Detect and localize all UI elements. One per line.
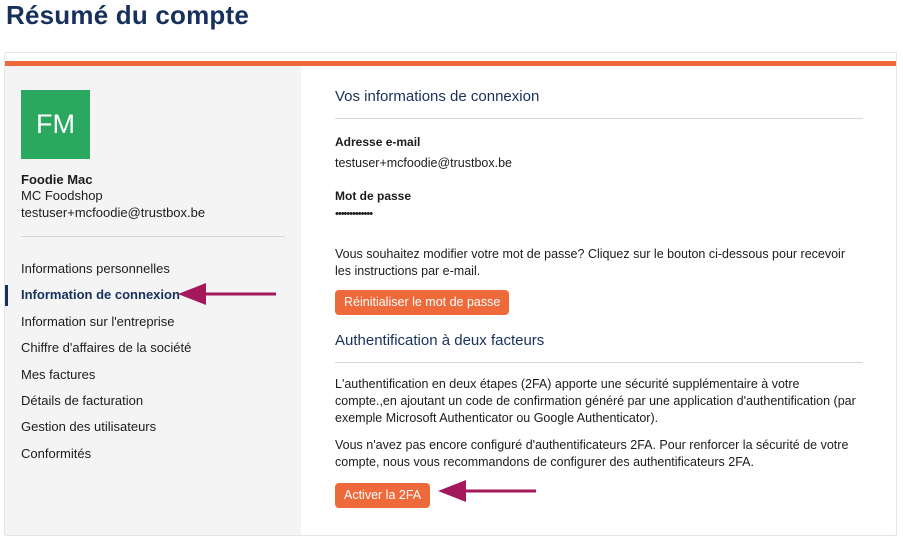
sidebar-item-billing-details[interactable]: Détails de facturation (21, 392, 144, 408)
twofa-intro-text: L'authentification en deux étapes (2FA) apporte une sécurité supplémentaire à votre compte.,en ajoutant un code de confirmation généré par une application d'authentification (par exemple Microsoft Authenticator ou Google Authenticator). (335, 377, 856, 425)
email-value: testuser+mcfoodie@trustbox.be (335, 156, 513, 170)
login-section-title: Vos informations de connexion (335, 88, 540, 105)
twofa-section-title: Authentification à deux facteurs (335, 332, 545, 349)
annotation-arrow-icon (176, 280, 280, 308)
sidebar-item-company-info[interactable]: Information sur l'entreprise (21, 313, 175, 329)
user-company: MC Foodshop (21, 188, 103, 203)
sidebar-item-personal-info[interactable]: Informations personnelles (21, 261, 170, 276)
twofa-section-divider (335, 362, 863, 363)
annotation-arrow-icon (436, 477, 540, 505)
page-title: Résumé du compte (6, 0, 250, 30)
user-name: Foodie Mac (21, 172, 93, 187)
reset-password-button[interactable]: Réinitialiser le mot de passe (335, 290, 509, 315)
sidebar-item-company-revenue[interactable]: Chiffre d'affaires de la société (21, 340, 192, 356)
sidebar-item-login-info[interactable]: Information de connexion (5, 282, 301, 308)
reset-password-text: Vous souhaitez modifier votre mot de passe? Cliquez sur le bouton ci-dessous pour recevoir les instructions par e-mail. (335, 247, 845, 278)
avatar: FM (21, 90, 90, 159)
email-label: Adresse e-mail (335, 135, 421, 149)
login-section-divider (335, 118, 863, 119)
password-label: Mot de passe (335, 189, 412, 203)
activate-2fa-button[interactable]: Activer la 2FA (335, 483, 430, 508)
twofa-notice-text: Vous n'avez pas encore configuré d'authentificateurs 2FA. Pour renforcer la sécurité de votre compte, nous vous recommandons de configurer des authentificateurs 2FA. (335, 438, 849, 469)
password-value: ••••••••••••• (335, 208, 373, 220)
sidebar-item-invoices[interactable]: Mes factures (21, 366, 96, 382)
sidebar-item-user-management[interactable]: Gestion des utilisateurs (21, 419, 157, 435)
account-summary-card (4, 52, 897, 536)
user-email: testuser+mcfoodie@trustbox.be (21, 205, 206, 220)
sidebar-divider (21, 236, 285, 237)
sidebar-item-compliance[interactable]: Conformités (21, 445, 92, 461)
